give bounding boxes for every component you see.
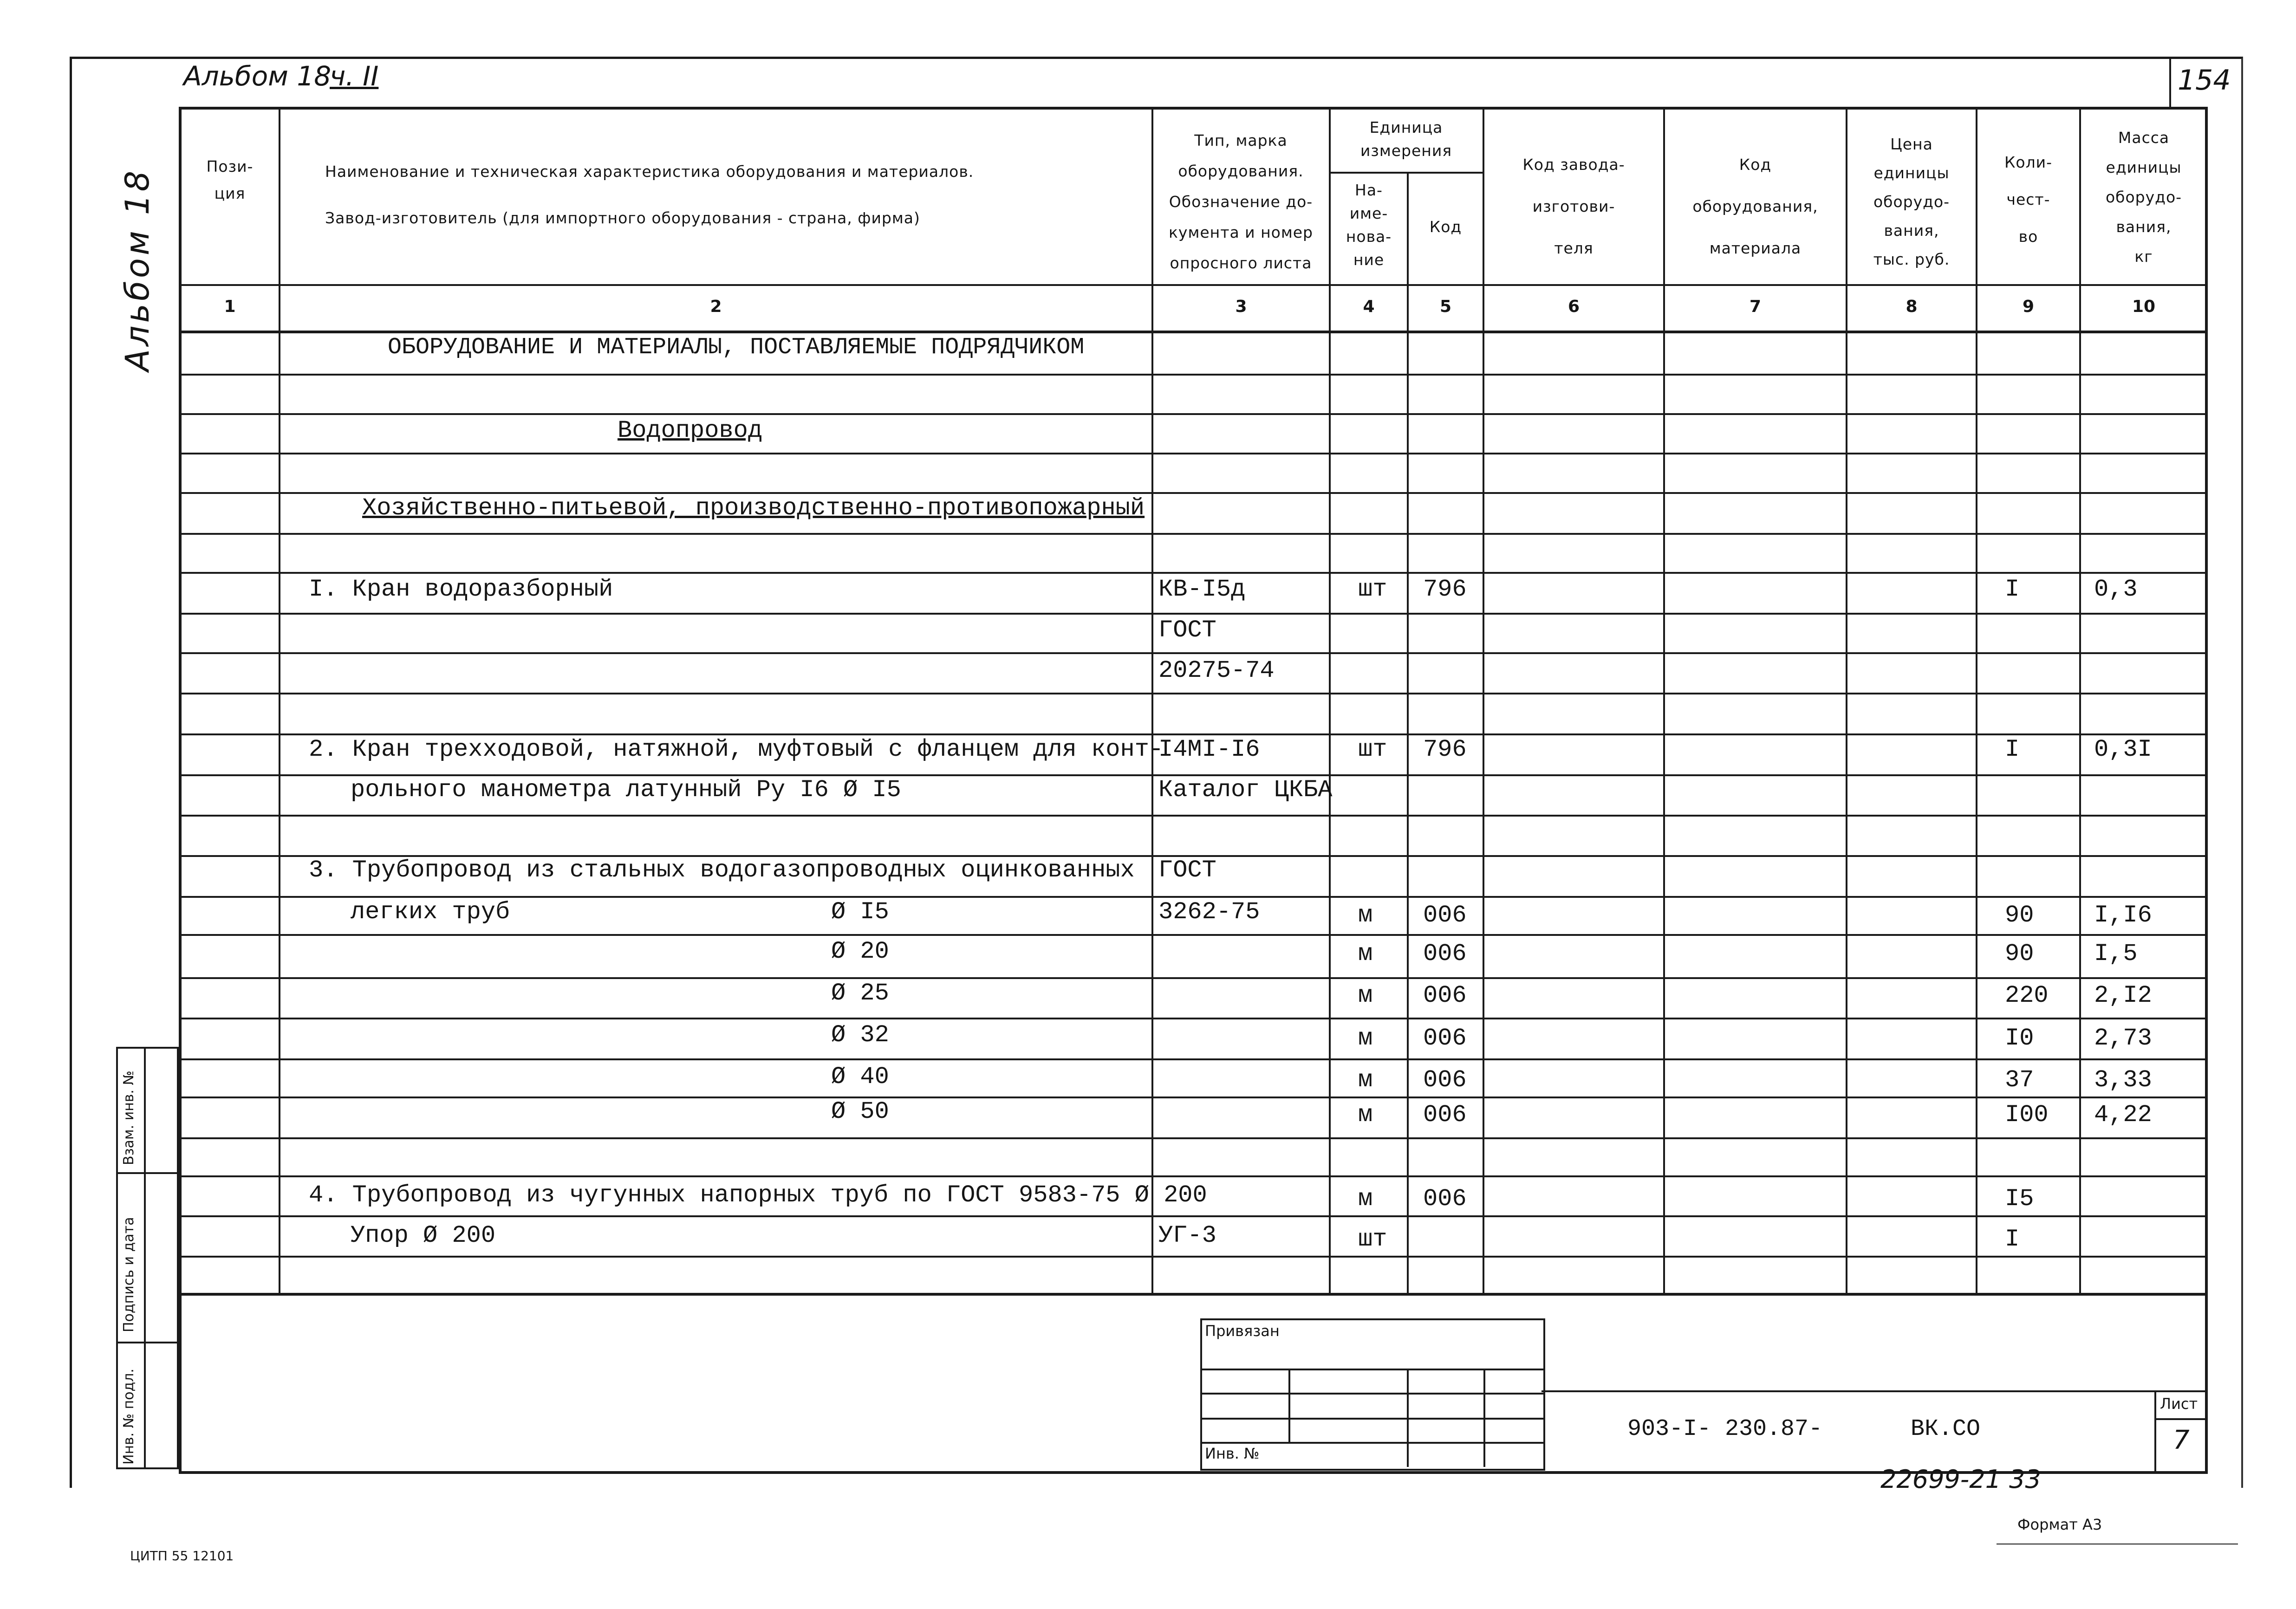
row-line xyxy=(179,613,2208,615)
stamp-line xyxy=(1407,1369,1409,1467)
stamp-line xyxy=(1200,1418,1543,1420)
row-type: КВ-I5д xyxy=(1158,576,1246,603)
row-type: ГОСТ xyxy=(1158,856,1216,884)
album-header: Альбом 18 xyxy=(183,60,332,92)
album-side-label: Альбом 18 xyxy=(118,168,156,371)
doc-mark: ВК.СО xyxy=(1911,1416,1981,1442)
row-line xyxy=(179,934,2208,936)
row-unit: шт xyxy=(1358,1226,1387,1253)
row-name: I. Кран водоразборный xyxy=(309,576,613,603)
row-diameter: Ø 50 xyxy=(831,1098,889,1125)
row-qty: I xyxy=(2005,1226,2020,1253)
stamp-line xyxy=(1200,1369,1543,1370)
row-line xyxy=(179,896,2208,898)
row-unit: м xyxy=(1358,902,1373,929)
row-mass: I,5 xyxy=(2094,940,2138,967)
row-line xyxy=(179,652,2208,654)
row-type: 3262-75 xyxy=(1158,898,1260,926)
side-label-inv-podl: Инв. № подл. xyxy=(121,1369,137,1465)
row-name: легких труб xyxy=(351,898,510,926)
row-qty: 220 xyxy=(2005,982,2049,1009)
section-subsub-title: Хозяйственно-питьевой, производственно-противопожарный xyxy=(362,494,1145,522)
row-mass: 0,3 xyxy=(2094,576,2138,603)
row-mass: I,I6 xyxy=(2094,902,2152,929)
header-col-1: Пози- ция xyxy=(206,157,254,202)
row-line xyxy=(1329,172,1483,174)
code-block-line xyxy=(1542,1390,2208,1392)
row-diameter: Ø 32 xyxy=(831,1021,889,1049)
col-number: 2 xyxy=(710,297,722,316)
row-type: I4MI-I6 xyxy=(1158,736,1260,763)
row-line xyxy=(179,815,2208,817)
header-col-9: Коли- чест- во xyxy=(2004,153,2053,246)
col-number: 3 xyxy=(1235,297,1247,316)
side-strip-line xyxy=(116,1342,179,1343)
header-col-4: На- име- нова- ние xyxy=(1346,181,1392,269)
inv-no-label: Инв. № xyxy=(1205,1445,1260,1462)
row-mass: 0,3I xyxy=(2094,736,2152,763)
row-line xyxy=(179,453,2208,454)
row-type: ГОСТ xyxy=(1158,616,1216,644)
row-code: 006 xyxy=(1423,940,1467,967)
row-mass: 2,I2 xyxy=(2094,982,2152,1009)
row-name: 2. Кран трехходовой, натяжной, муфтовый с фланцем для конт- xyxy=(309,736,1164,763)
header-col-7: Код оборудования, материала xyxy=(1692,156,1818,257)
row-line xyxy=(179,374,2208,376)
row-line xyxy=(179,284,2208,286)
row-qty: I xyxy=(2005,576,2020,603)
sheet-label: Лист xyxy=(2160,1395,2198,1413)
row-qty: I00 xyxy=(2005,1101,2049,1129)
row-line xyxy=(179,331,2208,333)
row-name: рольного манометра латунный Ру I6 Ø I5 xyxy=(351,776,901,804)
row-name: 4. Трубопровод из чугунных напорных труб по ГОСТ 9583-75 Ø 200 xyxy=(309,1181,1207,1209)
sheet-number: 7 xyxy=(2173,1425,2190,1455)
row-type: УГ-3 xyxy=(1158,1222,1216,1249)
row-diameter: Ø I5 xyxy=(831,898,889,926)
stamp-line xyxy=(1288,1369,1290,1442)
row-code: 006 xyxy=(1423,902,1467,929)
row-line xyxy=(179,1256,2208,1258)
col-number: 4 xyxy=(1363,297,1375,316)
header-col-2: Наименование и техническая характеристика оборудования и материалов. Завод-изготовитель (для импортного оборудования - страна, фирма) xyxy=(325,162,974,227)
row-unit: м xyxy=(1358,1066,1373,1094)
row-type: 20275-74 xyxy=(1158,657,1275,684)
row-qty: 90 xyxy=(2005,940,2034,967)
row-code: 006 xyxy=(1423,1025,1467,1052)
col-number: 5 xyxy=(1439,297,1452,316)
row-mass: 2,73 xyxy=(2094,1025,2152,1052)
row-line xyxy=(179,492,2208,494)
row-unit: м xyxy=(1358,1101,1373,1129)
section-main-title: ОБОРУДОВАНИЕ И МАТЕРИАЛЫ, ПОСТАВЛЯЕМЫЕ ПОДРЯДЧИКОМ xyxy=(388,334,1085,361)
row-unit: шт xyxy=(1358,576,1387,603)
stamp-line xyxy=(1200,1393,1543,1395)
row-qty: I0 xyxy=(2005,1025,2034,1052)
row-qty: I xyxy=(2005,736,2020,763)
row-code: 006 xyxy=(1423,1101,1467,1129)
header-col-8: Цена единицы оборудо- вания, тыс. руб. xyxy=(1873,135,1950,268)
row-code: 006 xyxy=(1423,1066,1467,1094)
row-line xyxy=(179,1175,2208,1177)
row-code: 796 xyxy=(1423,576,1467,603)
row-line xyxy=(179,977,2208,979)
row-unit: шт xyxy=(1358,736,1387,763)
row-line xyxy=(179,1018,2208,1019)
section-sub-title: Водопровод xyxy=(618,417,763,444)
row-line xyxy=(179,1293,2208,1296)
row-name: Упор Ø 200 xyxy=(351,1222,496,1249)
side-label-podpis: Подпись и дата xyxy=(121,1217,137,1332)
side-strip-line xyxy=(144,1047,146,1469)
row-line xyxy=(179,533,2208,535)
page-number: 154 xyxy=(2178,64,2231,97)
row-line xyxy=(179,413,2208,415)
stamp-line xyxy=(1483,1369,1485,1467)
row-line xyxy=(179,1215,2208,1217)
row-name: 3. Трубопровод из стальных водогазопроводных оцинкованных xyxy=(309,856,1135,884)
col-line xyxy=(1407,172,1409,1293)
archive-number: 22699-21 33 xyxy=(1880,1465,2041,1494)
row-unit: м xyxy=(1358,940,1373,967)
row-diameter: Ø 20 xyxy=(831,938,889,965)
row-mass: 3,33 xyxy=(2094,1066,2152,1094)
row-unit: м xyxy=(1358,1025,1373,1052)
col-number: 7 xyxy=(1749,297,1762,316)
sheet-line xyxy=(2154,1418,2208,1420)
row-diameter: Ø 25 xyxy=(831,980,889,1007)
page-number-box xyxy=(2169,57,2241,107)
row-line xyxy=(179,1058,2208,1060)
row-unit: м xyxy=(1358,982,1373,1009)
row-mass: 4,22 xyxy=(2094,1101,2152,1129)
row-diameter: Ø 40 xyxy=(831,1063,889,1090)
col-number: 10 xyxy=(2132,297,2156,316)
album-part: ч. II xyxy=(330,60,379,92)
row-line xyxy=(179,572,2208,574)
row-line xyxy=(179,1096,2208,1098)
row-qty: I5 xyxy=(2005,1185,2034,1213)
row-line xyxy=(179,693,2208,694)
header-col-10: Масса единицы оборудо- вания, кг xyxy=(2105,129,2182,266)
doc-code: 903-I- 230.87- xyxy=(1627,1416,1823,1442)
stamp-line xyxy=(1200,1442,1543,1444)
row-code: 006 xyxy=(1423,1185,1467,1213)
privyazan-label: Привязан xyxy=(1205,1322,1280,1340)
header-col-5: Код xyxy=(1429,218,1462,236)
header-col-6: Код завода- изготови- теля xyxy=(1522,156,1625,257)
format-label: Формат А3 xyxy=(2017,1516,2102,1533)
header-unit-group: Единица измерения xyxy=(1360,118,1452,160)
row-code: 796 xyxy=(1423,736,1467,763)
col-number: 1 xyxy=(224,297,236,316)
header-col-3: Тип, марка оборудования. Обозначение до- кумента и номер опросного листа xyxy=(1168,131,1314,272)
row-qty: 37 xyxy=(2005,1066,2034,1094)
row-type: Каталог ЦКБА xyxy=(1158,776,1333,804)
row-line xyxy=(179,733,2208,735)
side-strip-line xyxy=(116,1172,179,1174)
row-qty: 90 xyxy=(2005,902,2034,929)
printer-mark: ЦИТП 55 12101 xyxy=(130,1548,234,1564)
col-number: 8 xyxy=(1906,297,1918,316)
side-label-vzam: Взам. инв. № xyxy=(121,1071,137,1165)
row-unit: м xyxy=(1358,1185,1373,1213)
col-number: 9 xyxy=(2022,297,2035,316)
row-line xyxy=(179,1137,2208,1139)
row-code: 006 xyxy=(1423,982,1467,1009)
col-number: 6 xyxy=(1568,297,1580,316)
